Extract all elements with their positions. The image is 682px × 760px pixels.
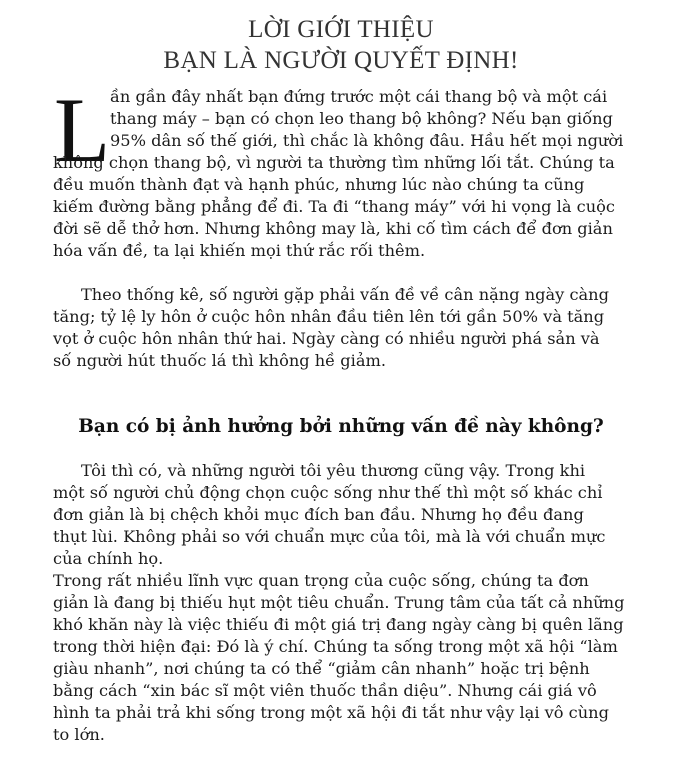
text-line: thụt lùi. Không phải so với chuẩn mực của tôi, mà là với chuẩn mực [53,527,606,546]
section-paragraph [53,460,663,746]
text-line: đời sẽ dễ thở hơn. Nhưng không may là, khi cố tìm cách để đơn giản [53,219,613,238]
text-line: vọt ở cuộc hôn nhân thứ hai. Ngày càng có nhiều người phá sản và [53,329,600,348]
text-line: Tôi thì có, và những người tôi yêu thương cũng vậy. Trong khi [81,461,586,480]
text-line: to lớn. [53,725,105,744]
text-line: giản là đang bị thiếu hụt một tiêu chuẩn. Trung tâm của tất cả những [53,593,625,612]
text-line: thang máy – bạn có chọn leo thang bộ không? Nếu bạn giống [110,109,613,128]
drop-cap: L [54,79,111,181]
text-line: trong thời hiện đại: Đó là ý chí. Chúng ta sống trong một xã hội “làm [53,637,618,656]
text-line: Trong rất nhiều lĩnh vực quan trọng của cuộc sống, chúng ta đơn [53,571,589,590]
text-line: hình ta phải trả khi sống trong một xã hội đi tắt như vậy lại vô cùng [53,703,609,722]
text-line: không chọn thang bộ, vì người ta thường tìm những lối tắt. Chúng ta [53,153,615,172]
text-line: đều muốn thành đạt và hạnh phúc, nhưng lúc nào chúng ta cũng [53,175,585,194]
text-line: Theo thống kê, số người gặp phải vấn đề về cân nặng ngày càng [81,285,609,304]
text-line: tăng; tỷ lệ ly hôn ở cuộc hôn nhân đầu tiên lên tới gần 50% và tăng [53,307,605,326]
chapter-title: LỜI GIỚI THIỆU [248,16,434,43]
intro-paragraph [53,79,663,262]
text-line: kiếm đường bằng phẳng để đi. Ta đi “thang máy” với hi vọng là cuộc [53,197,615,216]
section-heading: Bạn có bị ảnh hưởng bởi những vấn đề này không? [78,416,604,437]
text-line: số người hút thuốc lá thì không hề giảm. [53,351,386,370]
text-line: bằng cách “xin bác sĩ một viên thuốc thần diệu”. Nhưng cái giá vô [53,681,597,700]
text-line: đơn giản là bị chệch khỏi mục đích ban đầu. Nhưng họ đều đang [53,505,584,524]
text-line: một số người chủ động chọn cuộc sống như thế thì một số khác chỉ [53,483,603,502]
text-line: khó khăn này là việc thiếu đi một giá trị đang ngày càng bị quên lãng [53,615,624,634]
text-line: 95% dân số thế giới, thì chắc là không đâu. Hầu hết mọi người [110,131,624,150]
text-line: của chính họ. [53,549,164,568]
chapter-subtitle: BẠN LÀ NGƯỜI QUYẾT ĐỊNH! [163,47,519,74]
text-line: ần gần đây nhất bạn đứng trước một cái thang bộ và một cái [110,87,608,106]
text-line: hóa vấn đề, ta lại khiến mọi thứ rắc rối thêm. [53,241,426,260]
text-line: giàu nhanh”, nơi chúng ta có thể “giảm cân nhanh” hoặc trị bệnh [53,659,590,678]
stats-paragraph [53,284,663,372]
